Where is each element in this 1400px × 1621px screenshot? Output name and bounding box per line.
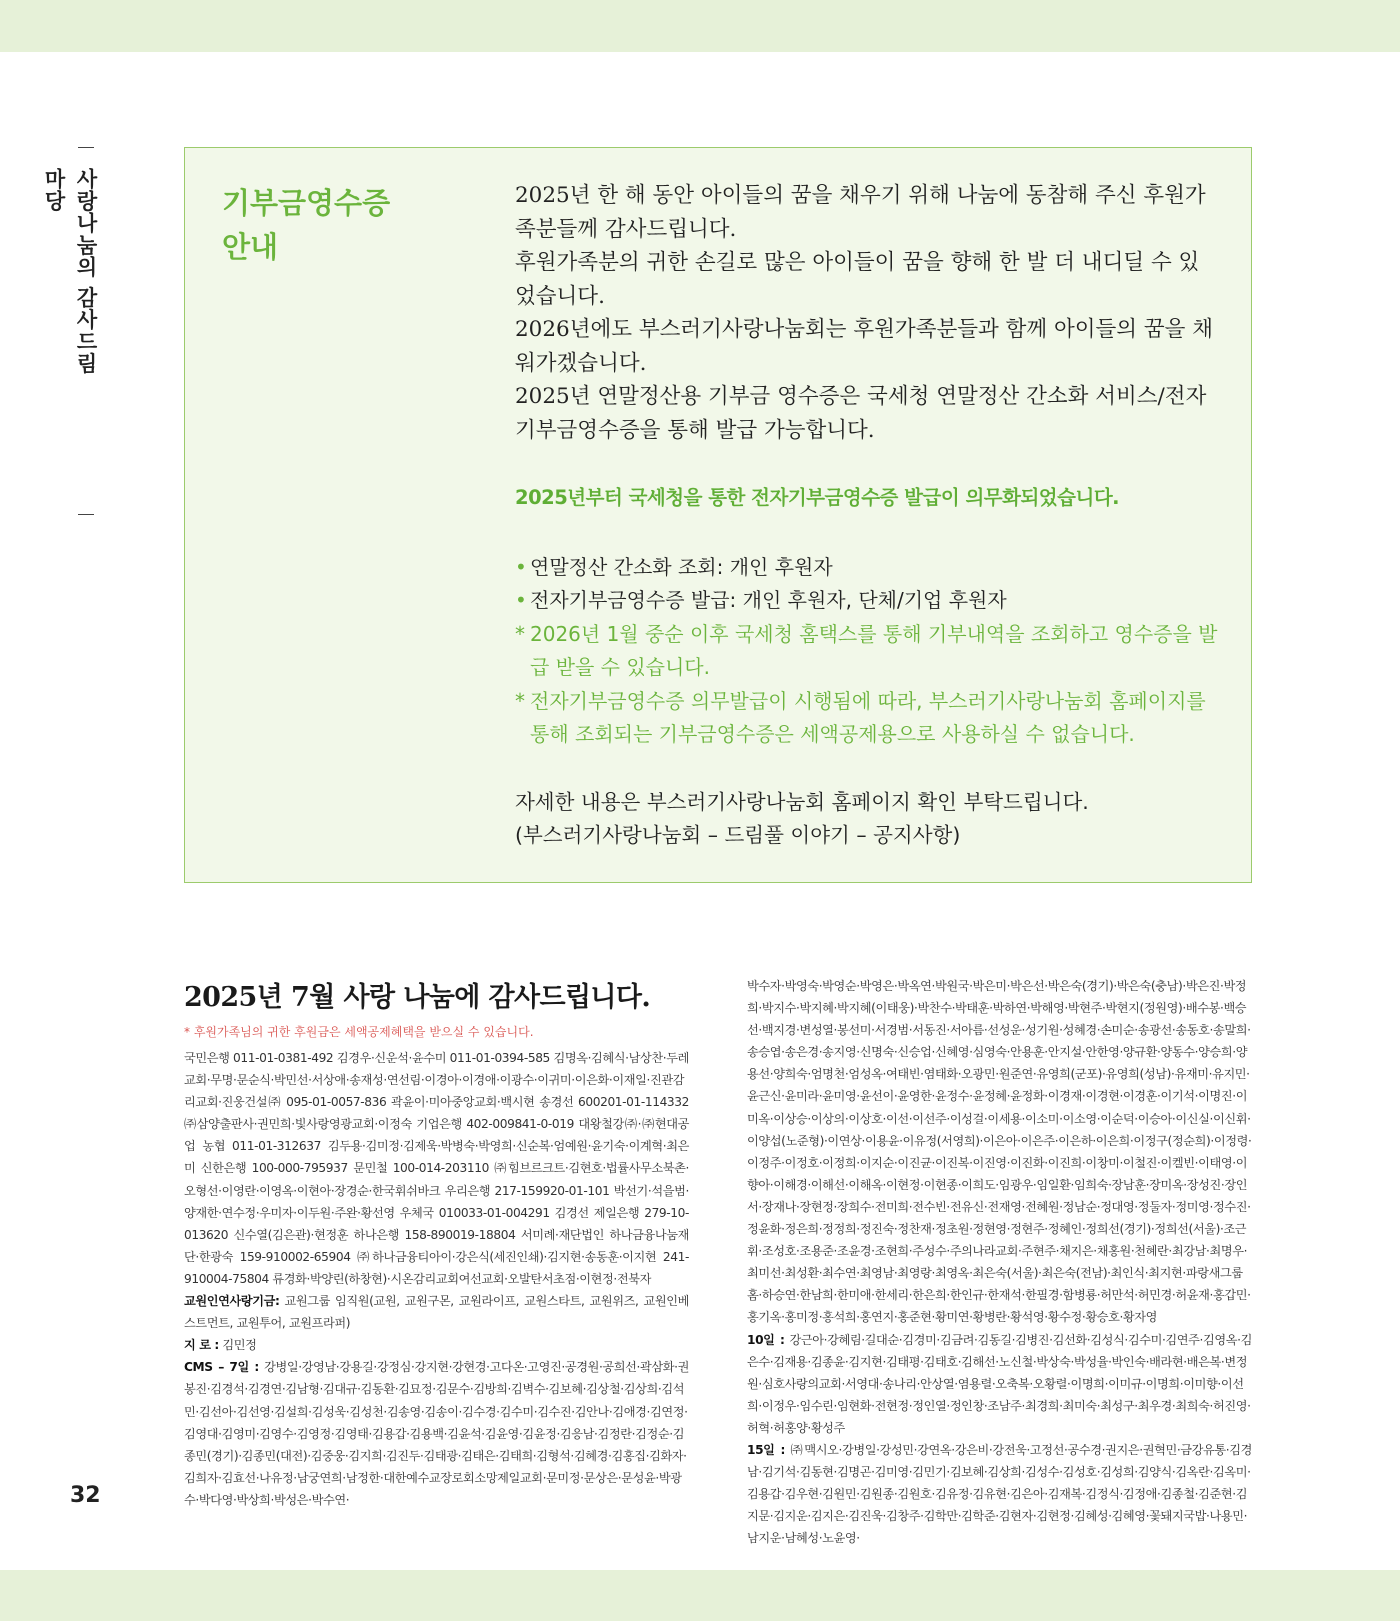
cms15-label: 15일 :	[747, 1442, 785, 1457]
notice-title	[222, 181, 422, 269]
teacher-fund-text: 교원그룹 임직원(교원, 교원구몬, 교원라이프, 교원스타트, 교원위즈, 교원인베스트먼트, 교원투어, 교원프라퍼)	[184, 1294, 689, 1331]
notice-title-line1: 기부금영수증	[222, 186, 391, 220]
bullet-text: 전자기부금영수증 발급: 개인 후원자, 단체/기업 후원자	[530, 588, 1007, 612]
bullet-mark: •	[515, 554, 527, 579]
notice-footer	[515, 786, 1220, 853]
cms10-donors	[747, 1329, 1252, 1439]
bottom-band	[0, 1570, 1400, 1621]
cms10-label: 10일 :	[747, 1332, 785, 1347]
donor-list-right	[747, 975, 1252, 1549]
side-section-title: 사랑나눔의 감사드림마당	[42, 168, 98, 375]
top-band	[0, 0, 1400, 52]
bullet-text: 연말정산 간소화 조회: 개인 후원자	[530, 554, 833, 579]
tax-deduction-note: * 후원가족님의 귀한 후원금은 세액공제혜택을 받으실 수 있습니다.	[184, 1025, 534, 1039]
list-item	[515, 584, 1220, 618]
notice-paragraph: 2026년에도 부스러기사랑나눔회는 후원가족분들과 함께 아이들의 꿈을 채워가겠습니다.	[515, 317, 1214, 376]
teacher-fund-label: 교원인연사랑기금:	[184, 1294, 280, 1309]
list-item	[515, 685, 1220, 752]
cms15-text: ㈜맥시오·강병일·강성민·강연옥·강은비·강전욱·고정선·공수경·권지은·권혁민·금강유통·김경남·김기석·김동현·김명곤·김미영·김민기·김보혜·김상희·김성수·김성호·김성희·김양식·김옥란·김옥미·김용갑·김우현·김원민·김원종·김원호·김유정·김유현·김은아·김재복·김정식·김정애·김종철·김준현·김지문·김지운·김지은·김진욱·김창주·김학만·김학준·김현자·김현정·김혜성·김혜영·꽃돼지국밥·나용민·남지운·남혜성·노윤영·	[747, 1442, 1253, 1546]
cms7-text: 강병일·강영남·강용길·강정심·강지현·강현경·고다온·고영진·공경원·공희선·곽삼화·권봉진·김경석·김경연·김남형·김대규·김동환·김묘정·김문수·김방희·김벽수·김보혜·김상철·김상희·김석민·김선아·김선영·김설희·김성욱·김성천·김송영·김송이·김수경·김수미·김수진·김안나·김애경·김연정·김영대·김영미·김영수·김영정·김영태·김용갑·김용백·김윤석·김윤영·김윤정·김응남·김정란·김정순·김종민(경기)·김종민(대전)·김중웅·김지희·김진두·김태광·김태은·김태희·김형석·김혜경·김홍집·김화자·김희자·김효선·나유정·남궁연희·남정한·대한예수교장로회소망제일교회·문미정·문상은·문성윤·박광수·박다영·박상희·박성은·박수연·	[184, 1360, 689, 1507]
cms7-donors-continued: 박수자·박영숙·박영순·박영은·박옥연·박원국·박은미·박은선·박은숙(경기)·박은숙(충남)·박은진·박정희·박지수·박지혜·박지혜(이태웅)·박찬수·박태훈·박하연·박해영·박현주·박현지(정원영)·배수봉·백승선·백지경·변성열·봉선미·서경범·서동진·서아름·선성운·성기원·성혜경·손미순·송광선·송동호·송말희·송승엽·송은경·송지영·신명숙·신승업·신혜영·심영숙·안용훈·안지설·안한영·양규환·양동수·양승희·양용선·양희숙·엄명천·엄성옥·여태빈·염태화·오광민·원준연·유영희(군포)·유영희(성남)·유재미·유지민·윤근신·윤미라·윤미영·윤선이·윤영한·윤정수·윤정혜·윤정화·이경재·이경현·이경훈·이기석·이명진·이미옥·이상승·이상의·이상호·이선·이선주·이성걸·이세용·이소미·이소영·이순덕·이승아·이신실·이신휘·이양섭(노준형)·이연상·이용윤·이유정(서영희)·이은아·이은주·이은하·이은희·이정구(정순희)·이정령·이정주·이정호·이정희·이지순·이진균·이진복·이진영·이진화·이진희·이창미·이철진·이켈빈·이태영·이향아·이해경·이해선·이해옥·이현정·이현종·이희도·임광우·임일환·임희숙·장남훈·장미옥·장성진·장인서·장재나·장현정·장희수·전미희·전수빈·전유신·전재영·전혜원·정남순·정대영·정둘자·정미영·정수진·정윤화·정은희·정정희·정진숙·정찬재·정초원·정현영·정현주·정혜인·정희선(경기)·정희선(서울)·조근휘·조성호·조용준·조윤경·조현희·주성수·주의나라교회·주현주·채지은·채홍원·천혜란·최강남·최명우·최미선·최성환·최수연·최영남·최영랑·최영옥·최은숙(서울)·최은숙(전남)·최인식·최지현·파랑새그룹홈·하승연·한남희·한미애·한세리·한은희·한인규·한재석·한필경·함병룡·허만석·허민경·허윤재·홍갑민·홍기옥·홍미정·홍석희·홍연지·홍준현·황미연·황병란·황석영·황수정·황승호·황자영	[747, 979, 1252, 1325]
cms15-donors	[747, 1439, 1252, 1549]
star-note-text: 2026년 1월 중순 이후 국세청 홈택스를 통해 기부내역을 조회하고 영수증을 발급 받을 수 있습니다.	[530, 621, 1218, 679]
side-rule-top	[78, 147, 94, 148]
list-item	[515, 551, 1220, 585]
notice-footer-line2: (부스러기사랑나눔회 – 드림풀 이야기 – 공지사항)	[515, 823, 961, 847]
notice-title-line2: 안내	[222, 230, 279, 264]
cms10-text: 강근아·강혜림·길대순·김경미·김금려·김동길·김병진·김선화·김성식·김수미·김연주·김영옥·김은수·김재용·김종윤·김지현·김태평·김태호·김해선·노신철·박상숙·박성율·박인숙·배라현·배은복·변정원·심호사랑의교회·서영대·송나리·안상열·염용렬·오축복·오황렬·이명희·이미규·이명희·이미향·이선희·이정우·임수린·임현화·전현정·정인열·정인창·조남주·최경희·최미숙·최성구·최우경·최희숙·허진영·허혁·허홍양·황성주	[747, 1332, 1252, 1435]
thanks-title: 2025년 7월 사랑 나눔에 감사드립니다.	[184, 982, 651, 1013]
star-note-text: 전자기부금영수증 의무발급이 시행됨에 따라, 부스러기사랑나눔회 홈페이지를 통해 조회되는 기부금영수증은 세액공제용으로 사용하실 수 없습니다.	[530, 688, 1206, 746]
bullet-mark: •	[515, 588, 527, 612]
side-rule-bottom	[78, 514, 94, 515]
giro-label: 지 로 :	[184, 1338, 219, 1353]
teacher-fund-donors	[184, 1290, 689, 1334]
receipt-notice-box	[184, 147, 1252, 883]
giro-text: 김민정	[222, 1338, 257, 1353]
notice-list	[515, 551, 1220, 752]
notice-footer-line1: 자세한 내용은 부스러기사랑나눔회 홈페이지 확인 부탁드립니다.	[515, 789, 1089, 814]
bank-donors: 국민은행 011-01-0381-492 김경우·신운석·윤수미 011-01-0394-585 김명옥·김혜식·남상찬·두레교회·무명·문순식·박민선·서상애·송재성·연선림·이경아·이경애·이광수·이귀미·이은화·이재일·진관감리교회·진웅건설㈜ 095-01-0057-836 곽윤이·미아중앙교회·백시현 송경선 600201-01-114332 ㈜삼양출판사·권민희·빛사랑영광교회·이정숙 기업은행 402-009841-0-019 대왕철강㈜·㈜현대공업 농협 011-01-312637 김두용·김미정·김제욱·박병숙·박영희·신순복·엄예원·윤기숙·이계혁·최은미 신한은행 100-000-795937 문민철 100-014-203110 ㈜힘브르크트·김현호·법률사무소북촌·오형선·이영란·이영옥·이현아·장경순·한국휘쉬바크 우리은행 217-159920-01-101 박선기·석을범·양재한·연수정·우미자·이두원·주완·황선영 우체국 010033-01-004291 김경선 제일은행 279-10-013620 신수열(김은관)·현정훈 하나은행 158-890019-18804 서미례·재단법인 하나금융나눔재단·한광숙 159-910002-65904 ㈜하나금융티아이·강은식(세진인쇄)·김지현·송동훈·이지현 241-910004-75804 류경화·박양린(하창현)·시온감리교회여선교회·오발탄서초점·이현정·전북자	[184, 1051, 689, 1286]
cms7-donors	[184, 1356, 689, 1511]
notice-paragraph: 2025년 연말정산용 기부금 영수증은 국세청 연말정산 간소화 서비스/전자기부금영수증을 통해 발급 가능합니다.	[515, 384, 1207, 443]
notice-highlight: 2025년부터 국세청을 통한 전자기부금영수증 발급이 의무화되었습니다.	[515, 486, 1120, 509]
giro-donors	[184, 1334, 689, 1356]
page-number: 32	[70, 1483, 101, 1508]
donor-list-left	[184, 1047, 689, 1511]
cms7-label: CMS – 7일 :	[184, 1360, 259, 1375]
notice-paragraph: 후원가족분의 귀한 손길로 많은 아이들이 꿈을 향해 한 발 더 내디딜 수 있었습니다.	[515, 250, 1200, 309]
star-mark: *	[515, 621, 525, 646]
list-item	[515, 618, 1220, 685]
notice-body	[515, 179, 1220, 853]
star-mark: *	[515, 688, 525, 713]
notice-paragraph: 2025년 한 해 동안 아이들의 꿈을 채우기 위해 나눔에 동참해 주신 후원가족분들께 감사드립니다.	[515, 183, 1206, 242]
